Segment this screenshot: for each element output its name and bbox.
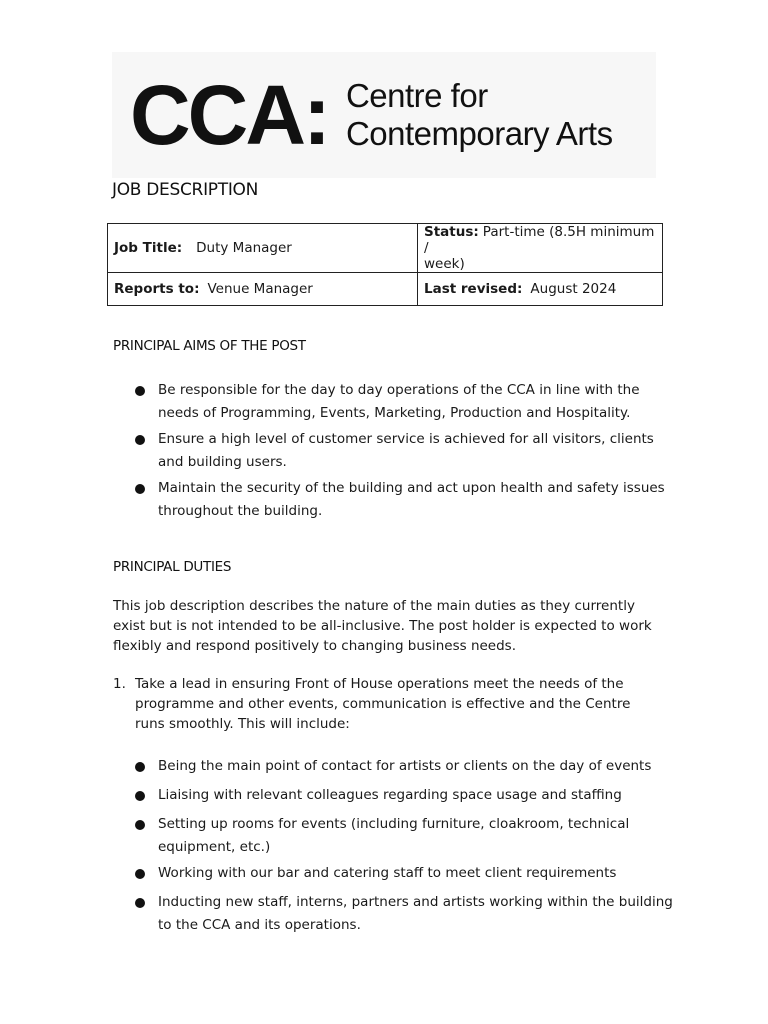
bullet-icon xyxy=(135,386,145,396)
job-title-value: Duty Manager xyxy=(196,240,292,256)
logo-line-2: Contemporary Arts xyxy=(345,115,613,152)
list-item-text: Working with our bar and catering staff to meet client requirements xyxy=(158,865,617,881)
reports-to-label: Reports to: xyxy=(114,281,200,297)
status-label: Status: xyxy=(424,224,479,240)
reports-to-cell xyxy=(108,273,418,306)
status-value-cont: week) xyxy=(424,256,465,272)
cca-logo xyxy=(112,52,656,178)
list-item xyxy=(113,784,673,807)
bullet-icon xyxy=(135,484,145,494)
job-title-cell xyxy=(108,224,418,273)
logo-mark: CCA: xyxy=(130,68,328,162)
logo-wordmark xyxy=(346,77,613,153)
bullet-icon xyxy=(135,791,145,801)
list-item xyxy=(113,477,673,523)
list-item xyxy=(113,813,673,859)
bullet-icon xyxy=(135,869,145,879)
table-row xyxy=(108,273,663,306)
list-item xyxy=(113,379,673,425)
list-item-text: Inducting new staff, interns, partners and artists working within the building to the CCA and its operations. xyxy=(158,894,673,933)
list-item xyxy=(113,891,673,937)
logo-line-1: Centre for xyxy=(345,77,488,114)
job-title-label: Job Title: xyxy=(114,240,183,256)
list-item-text: Maintain the security of the building and act upon health and safety issues throughout the building. xyxy=(158,480,665,519)
duties-heading: PRINCIPAL DUTIES xyxy=(113,559,232,575)
list-item-text: Be responsible for the day to day operations of the CCA in line with the needs of Programming, Events, Marketing, Production and Hospitality. xyxy=(158,382,640,421)
list-item xyxy=(113,428,673,474)
last-revised-value: August 2024 xyxy=(530,281,617,297)
document-title: JOB DESCRIPTION xyxy=(112,180,259,200)
aims-heading: PRINCIPAL AIMS OF THE POST xyxy=(113,338,306,354)
table-row xyxy=(108,224,663,273)
status-value: Part-time (8.5H minimum / xyxy=(424,224,655,256)
job-info-table xyxy=(107,223,663,306)
duties-intro: This job description describes the nature of the main duties as they currently exist but is not intended to be all-inclusive. The post holder is expected to work flexibly and respond positively to changing business needs. xyxy=(113,598,652,654)
list-item xyxy=(113,755,673,778)
list-item-text: Setting up rooms for events (including furniture, cloakroom, technical equipment, etc.) xyxy=(158,816,630,855)
bullet-icon xyxy=(135,435,145,445)
duty-item-1 xyxy=(113,674,658,734)
bullet-icon xyxy=(135,820,145,830)
list-item xyxy=(113,862,673,885)
reports-to-value: Venue Manager xyxy=(207,281,313,297)
aims-list xyxy=(113,379,673,526)
duty-item-text: Take a lead in ensuring Front of House operations meet the needs of the programme and other events, communication is effective and the Centre runs smoothly. This will include: xyxy=(135,676,631,732)
duty-item-number: 1. xyxy=(113,676,126,692)
last-revised-label: Last revised: xyxy=(424,281,523,297)
status-cell xyxy=(418,224,663,273)
duty-sub-list xyxy=(113,755,673,940)
list-item-text: Being the main point of contact for artists or clients on the day of events xyxy=(158,758,652,774)
bullet-icon xyxy=(135,762,145,772)
bullet-icon xyxy=(135,898,145,908)
list-item-text: Ensure a high level of customer service is achieved for all visitors, clients and building users. xyxy=(158,431,654,470)
last-revised-cell xyxy=(418,273,663,306)
list-item-text: Liaising with relevant colleagues regarding space usage and staffing xyxy=(158,787,622,803)
